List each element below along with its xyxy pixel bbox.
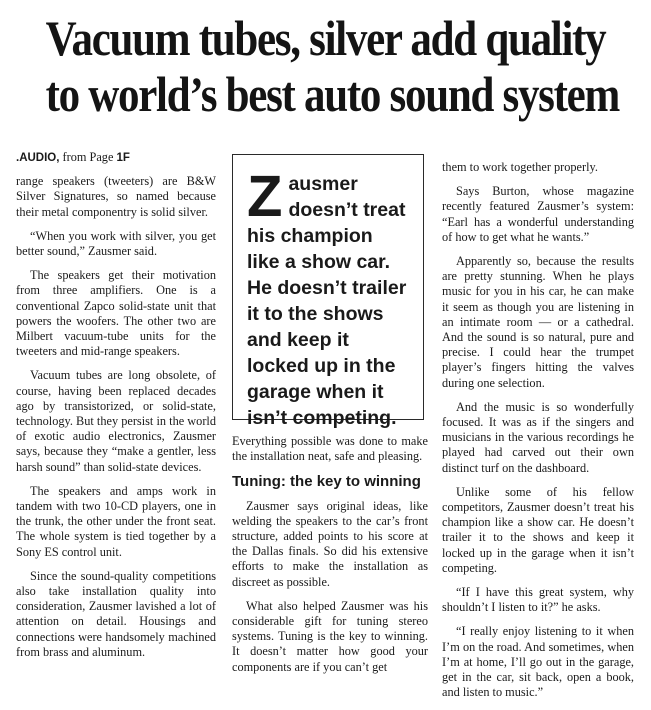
column-3 bbox=[442, 160, 634, 710]
subheading: Tuning: the key to winning bbox=[232, 473, 421, 491]
column-2 bbox=[232, 150, 428, 684]
paragraph: Since the sound-quality competitions also take installation quality into consideration, Zausmer lavished a lot of attention on detail. Housings and connections were handsomely machined from brass and aluminum. bbox=[16, 568, 216, 659]
pull-quote bbox=[232, 154, 424, 429]
paragraph: Zausmer says original ideas, like welding the speakers to the car’s front structure, added points to his score at the Dallas finals. So did his extensive efforts to make the installation as discreet as possible. bbox=[232, 498, 428, 589]
paragraph: Everything possible was done to make the installation neat, safe and pleasing. bbox=[232, 434, 428, 464]
column-1 bbox=[16, 150, 216, 669]
jump-section: .AUDIO, bbox=[16, 152, 60, 164]
jump-line bbox=[16, 150, 216, 166]
paragraph: And the music is so wonderfully focused. It was as if the singers and musicians in the various recordings he played had carved out their own distinct turf on the dashboard. bbox=[442, 399, 634, 475]
paragraph: range speakers (tweeters) are B&W Silver Signatures, so named because their metal componentry is solid silver. bbox=[16, 174, 216, 219]
paragraph: What also helped Zausmer was his considerable gift for tuning stereo systems. Tuning is the key to winning. It doesn’t matter how good your components are if you can’t get bbox=[232, 598, 428, 674]
paragraph: “If I have this great system, why shouldn’t I listen to it?” he asks. bbox=[442, 585, 634, 615]
paragraph: The speakers and amps work in tandem with two 10-CD players, one in the trunk, the other under the front seat. The whole system is tied together by a Sony ES control unit. bbox=[16, 483, 216, 559]
jump-text: from Page bbox=[62, 150, 114, 164]
paragraph: Vacuum tubes are long obsolete, of course, having been replaced decades ago by transistorized, or solid-state, technology. But they persist in the world of exotic audio electronics, Zausmer says, because they “make a gentler, less harsh sound” than solid-state devices. bbox=[16, 368, 216, 474]
paragraph: Says Burton, whose magazine recently featured Zausmer’s system: “Earl has a wonderful understanding of how to get what he wants.” bbox=[442, 184, 634, 244]
paragraph: Apparently so, because the results are pretty stunning. When he plays music for you in his car, he can make it seem as though you are listening in an intimate room — or a cathedral. And the sound is so natural, pure and precise. I could hear the trumpet player’s fingers hitting the valves during one selection. bbox=[442, 254, 634, 390]
pull-quote-text: ausmer doesn’t treat his champion like a show car. He doesn’t trailer it to the shows and keep it locked up in the garage when it isn’t competing. bbox=[247, 173, 407, 429]
headline-line-1: Vacuum tubes, silver add quality bbox=[45, 10, 606, 66]
headline-line-2: to world’s best auto sound system bbox=[45, 66, 619, 122]
paragraph: them to work together properly. bbox=[442, 160, 598, 174]
headline bbox=[0, 10, 651, 122]
paragraph: The speakers get their motivation from three amplifiers. One is a conventional Zapco solid-state unit that powers the woofers. The other two are Milbert vacuum-tube units for the tweeters and mid-range speakers. bbox=[16, 268, 216, 359]
paragraph: “I really enjoy listening to it when I’m on the road. And sometimes, when I’m at home, I’ll go out in the garage, get in the car, sit back, open a book, and listen to music.” bbox=[442, 624, 634, 700]
pull-quote-dropcap: Z bbox=[247, 164, 283, 229]
paragraph: “When you work with silver, you get better sound,” Zausmer said. bbox=[16, 228, 216, 259]
paragraph: Unlike some of his fellow competitors, Zausmer doesn’t treat his champion like a show car. He doesn’t trailer it to the shows and keep it locked up in the garage when it isn’t competing. bbox=[442, 484, 634, 575]
jump-page: 1F bbox=[116, 152, 130, 164]
